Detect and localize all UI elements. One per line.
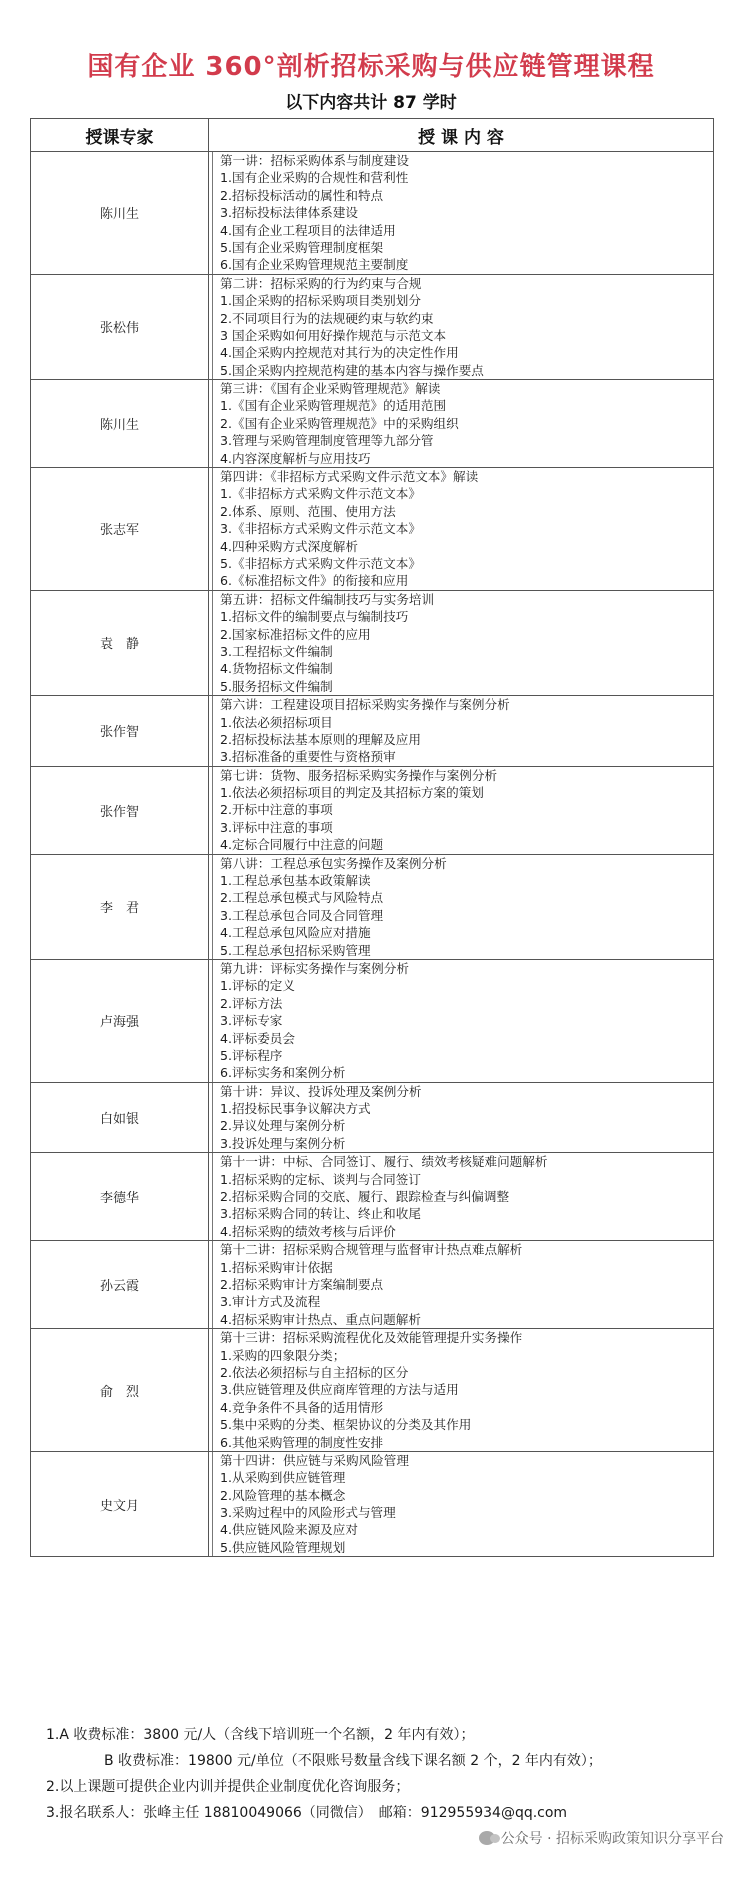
- header-content: 授 课 内 容: [209, 119, 714, 152]
- lecture-item: 2.招标采购审计方案编制要点: [220, 1277, 384, 1292]
- lecture-content: [209, 274, 714, 379]
- lecture-block: [212, 591, 685, 695]
- lecture-item: 2.依法必须招标与自主招标的区分: [220, 1364, 409, 1380]
- lecture-content: [209, 590, 714, 695]
- wechat-icon: [479, 1831, 495, 1845]
- lecture-content: [209, 1082, 714, 1153]
- lecture-block: [212, 767, 685, 854]
- lecture-item: 1.招投标民事争议解决方式: [220, 1101, 371, 1117]
- lecture-item: 1.评标的定义: [220, 978, 295, 994]
- lecture-block: [212, 1452, 685, 1556]
- lecture-item: 4.国企采购内控规范对其行为的决定性作用: [220, 345, 459, 361]
- lecture-item: 3.工程招标文件编制: [220, 643, 333, 659]
- lecture-content: [209, 766, 714, 854]
- lecture-title: 第七讲：货物、服务招标采购实务操作与案例分析: [220, 767, 498, 783]
- expert-name: 张志军: [31, 468, 209, 591]
- lecture-item: 4.货物招标文件编制: [220, 661, 333, 677]
- lecture-item: 2.招标采购合同的交底、履行、跟踪检查与纠偏调整: [220, 1189, 510, 1205]
- lecture-item: 5.集中采购的分类、框架协议的分类及其作用: [220, 1417, 472, 1433]
- lecture-item: 2.评标方法: [220, 995, 283, 1011]
- lecture-block: [212, 1153, 685, 1240]
- expert-name: 袁 静: [31, 590, 209, 695]
- lecture-item: 3.评标中注意的事项: [220, 819, 333, 835]
- expert-name: 张作智: [31, 766, 209, 854]
- lecture-item: 4.招标采购的绩效考核与后评价: [220, 1223, 396, 1239]
- lecture-item: 2.异议处理与案例分析: [220, 1118, 346, 1134]
- lecture-item: 5.《非招标方式采购文件示范文本》: [220, 555, 421, 571]
- expert-name: 李 君: [31, 854, 209, 959]
- fee-standard-b: B 收费标准：19800 元/单位（不限账号数量含线下课名额 2 个，2 年内有效）；: [104, 1753, 602, 1769]
- lecture-item: 2.风险管理的基本概念: [220, 1487, 346, 1503]
- lecture-block: [212, 1083, 685, 1153]
- lecture-item: 6.评标实务和案例分析: [220, 1065, 346, 1081]
- lecture-item: 3.工程总承包合同及合同管理: [220, 907, 384, 923]
- lecture-block: [212, 380, 685, 467]
- lecture-block: [212, 1329, 685, 1451]
- page-title: 国有企业 360°剖析招标采购与供应链管理课程: [87, 52, 655, 82]
- lecture-content: [209, 152, 714, 275]
- lecture-item: 2.开标中注意的事项: [220, 802, 333, 818]
- expert-name: 孙云霞: [31, 1241, 209, 1329]
- header-expert: 授课专家: [31, 119, 209, 152]
- expert-name: 李德华: [31, 1153, 209, 1241]
- lecture-content: [209, 380, 714, 468]
- lecture-item: 5.工程总承包招标采购管理: [220, 942, 371, 958]
- lecture-content: [209, 854, 714, 959]
- table-row: [31, 1153, 714, 1241]
- lecture-item: 2.招标投标活动的属性和特点: [220, 187, 384, 203]
- lecture-content: [209, 959, 714, 1082]
- table-row: [31, 854, 714, 959]
- lecture-item: 4.国有企业工程项目的法律适用: [220, 222, 396, 238]
- lecture-item: 3.采购过程中的风险形式与管理: [220, 1505, 396, 1521]
- course-rows: [31, 152, 714, 1557]
- lecture-item: 4.内容深度解析与应用技巧: [220, 450, 371, 466]
- lecture-item: 1.招标采购审计依据: [220, 1259, 333, 1275]
- lecture-item: 2.工程总承包模式与风险特点: [220, 890, 384, 906]
- lecture-item: 2.体系、原则、范围、使用方法: [220, 503, 396, 519]
- table-row: [31, 274, 714, 379]
- lecture-title: 第十三讲：招标采购流程优化及效能管理提升实务操作: [220, 1330, 523, 1346]
- lecture-block: [212, 696, 685, 766]
- lecture-item: 3.评标专家: [220, 1013, 283, 1029]
- lecture-item: 2.不同项目行为的法规硬约束与软约束: [220, 310, 434, 326]
- expert-name: 卢海强: [31, 959, 209, 1082]
- lecture-item: 2.《国有企业采购管理规范》中的采购组织: [220, 415, 459, 431]
- lecture-item: 4.竞争条件不具备的适用情形: [220, 1399, 384, 1415]
- lecture-block: [212, 1241, 685, 1328]
- lecture-item: 4.工程总承包风险应对措施: [220, 925, 371, 941]
- fee-notes: [46, 1722, 726, 1826]
- lecture-item: 5.供应链风险管理规划: [220, 1539, 346, 1555]
- expert-name: 白如银: [31, 1082, 209, 1153]
- lecture-item: 1.采购的四象限分类；: [220, 1347, 346, 1363]
- lecture-item: 4.招标采购审计热点、重点问题解析: [220, 1311, 421, 1327]
- lecture-item: 1.《非招标方式采购文件示范文本》: [220, 486, 421, 502]
- lecture-item: 1.国企采购的招标采购项目类别划分: [220, 293, 421, 309]
- lecture-item: 4.定标合同履行中注意的问题: [220, 837, 384, 853]
- lecture-item: 4.四种采购方式深度解析: [220, 538, 358, 554]
- lecture-block: [212, 275, 685, 379]
- lecture-item: 3.《非招标方式采购文件示范文本》: [220, 521, 421, 537]
- table-row: [31, 468, 714, 591]
- lecture-content: [209, 1153, 714, 1241]
- table-row: [31, 1082, 714, 1153]
- table-row: [31, 152, 714, 275]
- lecture-item: 1.工程总承包基本政策解读: [220, 873, 371, 889]
- lecture-content: [209, 1241, 714, 1329]
- lecture-title: 第一讲：招标采购体系与制度建设: [220, 153, 409, 168]
- lecture-content: [209, 1451, 714, 1556]
- lecture-title: 第八讲：工程总承包实务操作及案例分析: [220, 855, 447, 871]
- lecture-title: 第十一讲：中标、合同签订、履行、绩效考核疑难问题解析: [220, 1154, 548, 1170]
- lecture-item: 2.国家标准招标文件的应用: [220, 626, 371, 642]
- lecture-item: 3.招标投标法律体系建设: [220, 205, 358, 221]
- expert-name: 张作智: [31, 696, 209, 767]
- expert-name: 陈川生: [31, 380, 209, 468]
- lecture-block: [212, 152, 685, 274]
- lecture-title: 第六讲：工程建设项目招标采购实务操作与案例分析: [220, 697, 510, 713]
- lecture-block: [212, 855, 685, 959]
- lecture-item: 2.招标投标法基本原则的理解及应用: [220, 731, 421, 747]
- lecture-title: 第二讲：招标采购的行为约束与合规: [220, 275, 422, 291]
- lecture-title: 第十二讲：招标采购合规管理与监督审计热点难点解析: [220, 1242, 523, 1258]
- watermark-text: 公众号 · 招标采购政策知识分享平台: [500, 1831, 724, 1847]
- lecture-item: 5.国有企业采购管理制度框架: [220, 239, 384, 255]
- lecture-title: 第十四讲：供应链与采购风险管理: [220, 1452, 409, 1468]
- lecture-item: 6.《标准招标文件》的衔接和应用: [220, 573, 409, 589]
- lecture-item: 1.招标文件的编制要点与编制技巧: [220, 609, 409, 625]
- lecture-title: 第四讲：《非招标方式采购文件示范文本》解读: [220, 469, 479, 485]
- fee-standard-a: 1.A 收费标准：3800 元/人（含线下培训班一个名额，2 年内有效）；: [46, 1727, 475, 1743]
- table-row: [31, 1329, 714, 1452]
- lecture-block: [212, 960, 685, 1082]
- expert-name: 史文月: [31, 1451, 209, 1556]
- lecture-item: 1.《国有企业采购管理规范》的适用范围: [220, 398, 447, 414]
- lecture-item: 5.服务招标文件编制: [220, 678, 333, 694]
- table-row: [31, 590, 714, 695]
- table-row: [31, 1241, 714, 1329]
- table-row: [31, 1451, 714, 1556]
- lecture-item: 3 国企采购如何用好操作规范与示范文本: [220, 327, 447, 343]
- lecture-item: 1.从采购到供应链管理: [220, 1470, 346, 1486]
- lecture-content: [209, 1329, 714, 1452]
- lecture-item: 4.供应链风险来源及应对: [220, 1522, 358, 1538]
- watermark: [479, 1828, 724, 1848]
- lecture-item: 6.其他采购管理的制度性安排: [220, 1434, 384, 1450]
- lecture-item: 3.审计方式及流程: [220, 1294, 321, 1310]
- expert-name: 陈川生: [31, 152, 209, 275]
- inhouse-training-note: 2.以上课题可提供企业内训并提供企业制度优化咨询服务；: [46, 1779, 410, 1795]
- contact-info: 3.报名联系人：张峰主任 18810049066（同微信） 邮箱：912955934@qq.com: [46, 1805, 568, 1821]
- lecture-item: 3.供应链管理及供应商库管理的方法与适用: [220, 1382, 459, 1398]
- lecture-block: [212, 468, 685, 590]
- lecture-item: 6.国有企业采购管理规范主要制度: [220, 257, 409, 273]
- table-row: [31, 380, 714, 468]
- lecture-item: 5.国企采购内控规范构建的基本内容与操作要点: [220, 362, 484, 378]
- lecture-item: 1.招标采购的定标、谈判与合同签订: [220, 1171, 421, 1187]
- expert-name: 俞 烈: [31, 1329, 209, 1452]
- lecture-item: 1.依法必须招标项目: [220, 714, 333, 730]
- expert-name: 张松伟: [31, 274, 209, 379]
- table-header-row: [31, 119, 714, 152]
- lecture-item: 3.投诉处理与案例分析: [220, 1135, 346, 1151]
- lecture-item: 3.管理与采购管理制度管理等九部分管: [220, 433, 434, 449]
- course-table: [30, 118, 714, 1557]
- lecture-title: 第十讲：异议、投诉处理及案例分析: [220, 1083, 422, 1099]
- lecture-item: 5.评标程序: [220, 1047, 283, 1063]
- lecture-title: 第三讲：《国有企业采购管理规范》解读: [220, 381, 441, 397]
- lecture-item: 1.依法必须招标项目的判定及其招标方案的策划: [220, 785, 484, 801]
- table-row: [31, 696, 714, 767]
- lecture-item: 3.招标采购合同的转让、终止和收尾: [220, 1206, 421, 1222]
- lecture-item: 4.评标委员会: [220, 1030, 295, 1046]
- table-row: [31, 766, 714, 854]
- table-row: [31, 959, 714, 1082]
- lecture-title: 第五讲：招标文件编制技巧与实务培训: [220, 591, 435, 607]
- lecture-content: [209, 696, 714, 767]
- lecture-item: 1.国有企业采购的合规性和营利性: [220, 170, 409, 186]
- lecture-item: 3.招标准备的重要性与资格预审: [220, 749, 396, 765]
- lecture-title: 第九讲：评标实务操作与案例分析: [220, 960, 409, 976]
- page-subtitle: 以下内容共计 87 学时: [285, 93, 457, 113]
- lecture-content: [209, 468, 714, 591]
